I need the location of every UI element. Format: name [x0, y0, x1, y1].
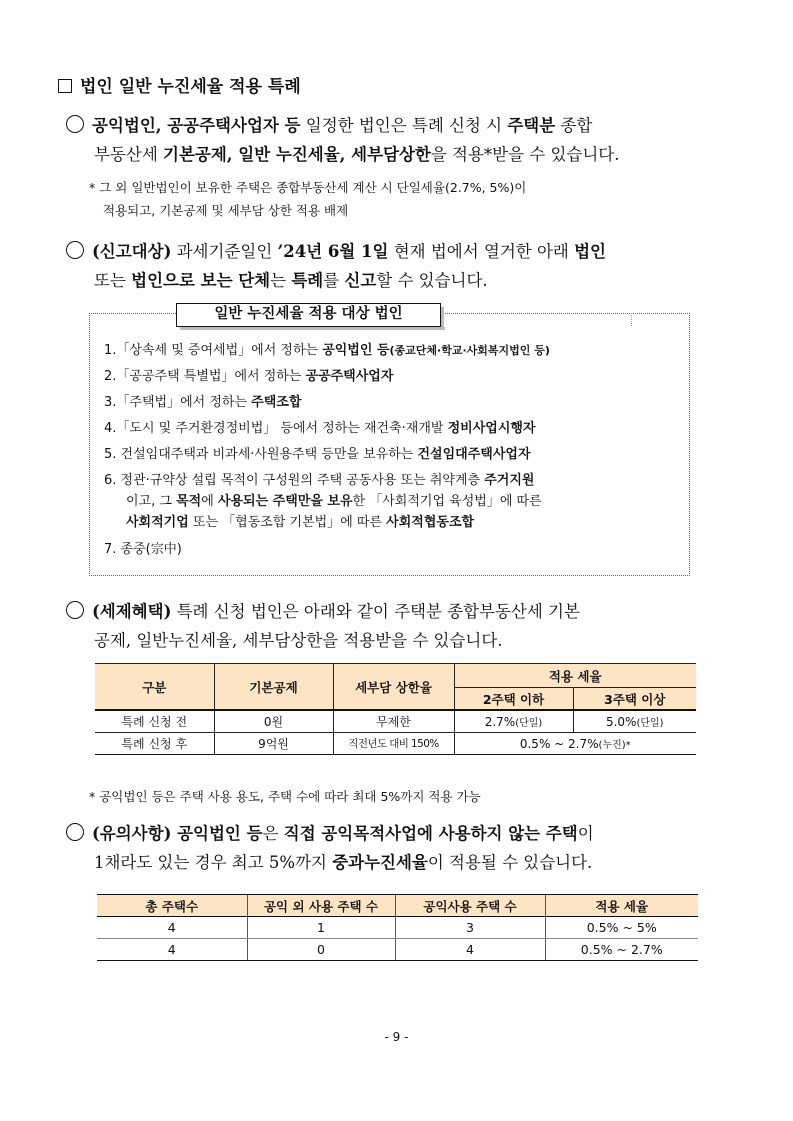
bold-text: 주택분	[507, 116, 556, 135]
bold-text: (세제혜택)	[92, 602, 172, 621]
cell: 0.5% ~ 5%	[545, 917, 698, 939]
eligible-entities-list	[104, 338, 689, 563]
bold-text: 중과누진세율	[332, 853, 428, 872]
bullet-1-line-2	[94, 145, 619, 164]
cell: 0	[247, 939, 395, 961]
bold-text: (유의사항) 공익법인 등	[92, 824, 263, 843]
rate-value: 2.7%	[484, 715, 516, 729]
bold-text: 공익법인 등	[322, 343, 390, 358]
note-1-line-2: 적용되고, 기본공제 및 세부담 상한 적용 배제	[103, 203, 349, 218]
bold-text: (종교단체·학교·사회복지법인 등)	[389, 344, 550, 357]
cell: 무제한	[333, 710, 454, 733]
text: 종합	[555, 116, 593, 135]
cell	[454, 733, 696, 755]
text: 특례 신청 법인은 아래와 같이 주택분 종합부동산세 기본	[171, 602, 580, 621]
section-heading-text: 법인 일반 누진세율 적용 특례	[80, 77, 301, 97]
bold-text: 목적	[176, 494, 202, 509]
bullet-2-line-1	[92, 242, 606, 261]
table-row	[97, 939, 698, 961]
bold-text: 사회적협동조합	[386, 515, 475, 530]
text: 1채라도 있는 경우 최고 5%까지	[94, 853, 333, 872]
text: 이고, 그	[126, 494, 177, 509]
list-item	[104, 338, 689, 364]
bold-text: 기본공제, 일반 누진세율, 세부담상한	[163, 145, 431, 164]
rate-note: (단일)	[515, 718, 543, 729]
text: 5. 건설임대주택과 비과세·사원용주택 등만을 보유하는	[104, 447, 418, 462]
cell: 1	[247, 917, 395, 939]
cell: 0.5% ~ 2.7%	[545, 939, 698, 961]
cell: 0원	[214, 710, 333, 733]
bullet-4-line-2	[94, 853, 592, 872]
bold-text: 주택조합	[251, 395, 302, 410]
header-applied-rate: 적용 세율	[454, 664, 696, 688]
list-item	[104, 468, 689, 537]
bullet-3-line-1	[92, 602, 580, 621]
bold-text: 정비사업시행자	[447, 421, 536, 436]
header-applied-rate: 적용 세율	[545, 895, 698, 917]
box-title-text: 일반 누진세율 적용 대상 법인	[214, 306, 403, 322]
cell	[454, 710, 573, 733]
bold-text: 건설임대주택사업자	[417, 447, 531, 462]
page-number: - 9 -	[384, 1030, 409, 1044]
text: 1.「상속세 및 증여세법」에서 정하는	[104, 343, 323, 358]
bold-text: (신고대상)	[92, 242, 172, 261]
bullet-3	[66, 597, 580, 655]
bold-text: 직접 공익목적사업에 사용하지 않는 주택	[283, 824, 578, 843]
text: 4.「도시 및 주거환경정비법」 등에서 정하는 재건축·재개발	[104, 421, 448, 436]
heavy-rate-table	[97, 894, 698, 961]
header-cap-rate: 세부담 상한율	[333, 664, 454, 711]
cell: 직전년도 대비 150%	[333, 733, 454, 755]
text: 현재 법에서 열거한 아래	[388, 242, 575, 261]
bold-text: 공공주택사업자	[305, 369, 394, 384]
box-corner-divider	[631, 313, 632, 326]
bullet-3-line-2	[94, 631, 503, 650]
text: 또는 「협동조합 기본법」에 따른	[188, 515, 387, 530]
text: 2.「공공주택 특별법」에서 정하는	[104, 369, 306, 384]
bold-text: ’24년 6월 1일	[277, 242, 389, 261]
text: 는	[270, 271, 292, 290]
bold-text: 사용되는 주택만을 보유	[217, 494, 353, 509]
table-row	[95, 733, 696, 755]
text: 를	[323, 271, 345, 290]
box-title	[176, 303, 441, 327]
text: 부동산세	[94, 145, 164, 164]
cell: 4	[97, 917, 247, 939]
rate-value: 0.5% ~ 2.7%	[519, 737, 599, 751]
bold-text: 특례	[291, 271, 324, 290]
text: 이 적용될 수 있습니다.	[427, 853, 593, 872]
note-1-line-1: * 그 외 일반법인이 보유한 주택은 종합부동산세 계산 시 단일세율(2.7%, 5%)이	[89, 180, 527, 195]
list-item: 7. 종중(宗中)	[104, 542, 182, 557]
rate-note: (누진)*	[598, 740, 631, 751]
header-basic-deduction: 기본공제	[214, 664, 333, 711]
tax-benefit-table	[95, 663, 696, 755]
list-item-6-line-1	[104, 470, 689, 491]
cell: 4	[395, 939, 545, 961]
cell: 3	[395, 917, 545, 939]
bold-text: 신고	[344, 271, 377, 290]
cell: 특례 신청 후	[95, 733, 214, 755]
circle-bullet-icon	[66, 115, 84, 133]
list-item-6-line-3	[104, 512, 689, 533]
cell: 9억원	[214, 733, 333, 755]
section-heading	[58, 72, 301, 97]
rate-value: 5.0%	[605, 715, 637, 729]
rate-note: (단일)	[636, 718, 664, 729]
bold-text: 법인으로 보는 단체	[131, 271, 271, 290]
bullet-4	[66, 819, 594, 877]
text: 할 수 있습니다.	[376, 271, 488, 290]
list-item	[104, 390, 689, 416]
text: 3.「주택법」에서 정하는	[104, 395, 252, 410]
header-non-public-houses: 공익 외 사용 주택 수	[247, 895, 395, 917]
bullet-2-line-2	[94, 271, 488, 290]
bold-text: 법인	[574, 242, 606, 261]
note-2: * 공익법인 등은 주택 사용 용도, 주택 수에 따라 최대 5%까지 적용 가능	[89, 789, 481, 804]
text: 공제, 일반누진세율, 세부담상한을 적용받을 수 있습니다.	[94, 631, 503, 650]
header-2-houses: 2주택 이하	[454, 688, 573, 711]
circle-bullet-icon	[66, 601, 84, 619]
list-item	[104, 416, 689, 442]
bullet-4-line-1	[92, 824, 594, 843]
text: 은	[262, 824, 284, 843]
text: 과세기준일인	[171, 242, 278, 261]
text: 을 적용*받을 수 있습니다.	[430, 145, 620, 164]
table-row	[95, 710, 696, 733]
text: 6. 정관·규약상 설립 목적이 구성원의 주택 공동사용 또는 취약계층	[104, 473, 485, 488]
bullet-2	[66, 237, 606, 295]
list-item	[104, 442, 689, 468]
note-1	[89, 176, 526, 222]
circle-bullet-icon	[66, 241, 84, 259]
circle-bullet-icon	[66, 823, 84, 841]
bold-text: 공익법인, 공공주택사업자 등	[92, 116, 301, 135]
list-item	[104, 364, 689, 390]
header-3-houses: 3주택 이상	[573, 688, 696, 711]
text: 일정한 법인은 특례 신청 시	[300, 116, 508, 135]
cell	[573, 710, 696, 733]
text: 이	[577, 824, 594, 843]
cell: 특례 신청 전	[95, 710, 214, 733]
checkbox-square-icon	[58, 79, 72, 93]
text: 한 「사회적기업 육성법」에 따른	[352, 494, 542, 509]
list-item-6-line-2	[104, 491, 689, 512]
bullet-1	[66, 111, 619, 169]
header-gubun: 구분	[95, 664, 214, 711]
bold-text: 사회적기업	[126, 515, 189, 530]
bullet-1-line-1	[92, 116, 592, 135]
table-row	[97, 917, 698, 939]
text: 또는	[94, 271, 132, 290]
bold-text: 주거지원	[484, 473, 535, 488]
header-total-houses: 총 주택수	[97, 895, 247, 917]
cell: 4	[97, 939, 247, 961]
text: 에	[201, 494, 218, 509]
header-public-houses: 공익사용 주택 수	[395, 895, 545, 917]
